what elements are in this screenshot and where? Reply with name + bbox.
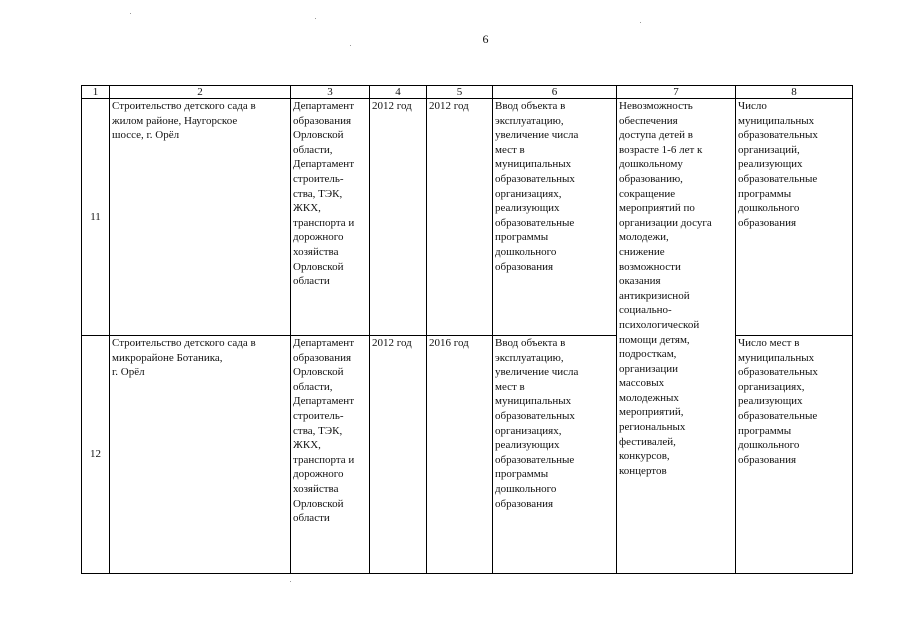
expected-result: Ввод объекта в эксплуатацию, увеличение числа мест в муниципальных образовательных организациях, реализующих образовательные программы дошкольного образования: [493, 99, 617, 336]
col-header-6: 6: [493, 86, 617, 99]
measures-table: [81, 85, 853, 574]
col-header-5: 5: [427, 86, 493, 99]
indicator: Число мест в муниципальных образовательных организациях, реализующих образовательные программы дошкольного образования: [736, 336, 853, 574]
col-header-2: 2: [110, 86, 291, 99]
row-number: 11: [82, 99, 110, 336]
indicator: Число муниципальных образовательных организаций, реализующих образовательные программы дошкольного образования: [736, 99, 853, 336]
page-number: 6: [482, 32, 489, 46]
scan-speck: [290, 581, 291, 582]
scan-speck: [130, 13, 131, 14]
col-header-1: 1: [82, 86, 110, 99]
header-row: [82, 86, 853, 99]
scan-speck: [350, 45, 351, 46]
scan-speck: [315, 18, 316, 19]
expected-result: Ввод объекта в эксплуатацию, увеличение числа мест в муниципальных образовательных организациях, реализующих образовательные программы дошкольного образования: [493, 336, 617, 574]
col-header-3: 3: [291, 86, 370, 99]
col-header-7: 7: [617, 86, 736, 99]
table-row: [82, 336, 853, 574]
measure-name: Строительство детского сада в жилом районе, Наугорское шоссе, г. Орёл: [110, 99, 291, 336]
consequence: Невозможность обеспечения доступа детей в возрасте 1-6 лет к дошкольному образованию, сокращение мероприятий по организации досуга молодежи, снижение возможности оказания антикризисной социально- психологической помощи детям, подросткам, организации массовых молодежных мероприятий, региональных фестивалей, конкурсов, концертов: [617, 99, 736, 574]
end-year: 2012 год: [427, 99, 493, 336]
col-header-8: 8: [736, 86, 853, 99]
measure-name: Строительство детского сада в микрорайоне Ботаника, г. Орёл: [110, 336, 291, 574]
scan-speck: [640, 22, 641, 23]
start-year: 2012 год: [370, 336, 427, 574]
executor: Департамент образования Орловской области, Департамент строитель- ства, ТЭК, ЖКХ, транспорта и дорожного хозяйства Орловской области: [291, 99, 370, 336]
start-year: 2012 год: [370, 99, 427, 336]
table-row: [82, 99, 853, 336]
col-header-4: 4: [370, 86, 427, 99]
executor: Департамент образования Орловской области, Департамент строитель- ства, ТЭК, ЖКХ, транспорта и дорожного хозяйства Орловской области: [291, 336, 370, 574]
end-year: 2016 год: [427, 336, 493, 574]
row-number: 12: [82, 336, 110, 574]
